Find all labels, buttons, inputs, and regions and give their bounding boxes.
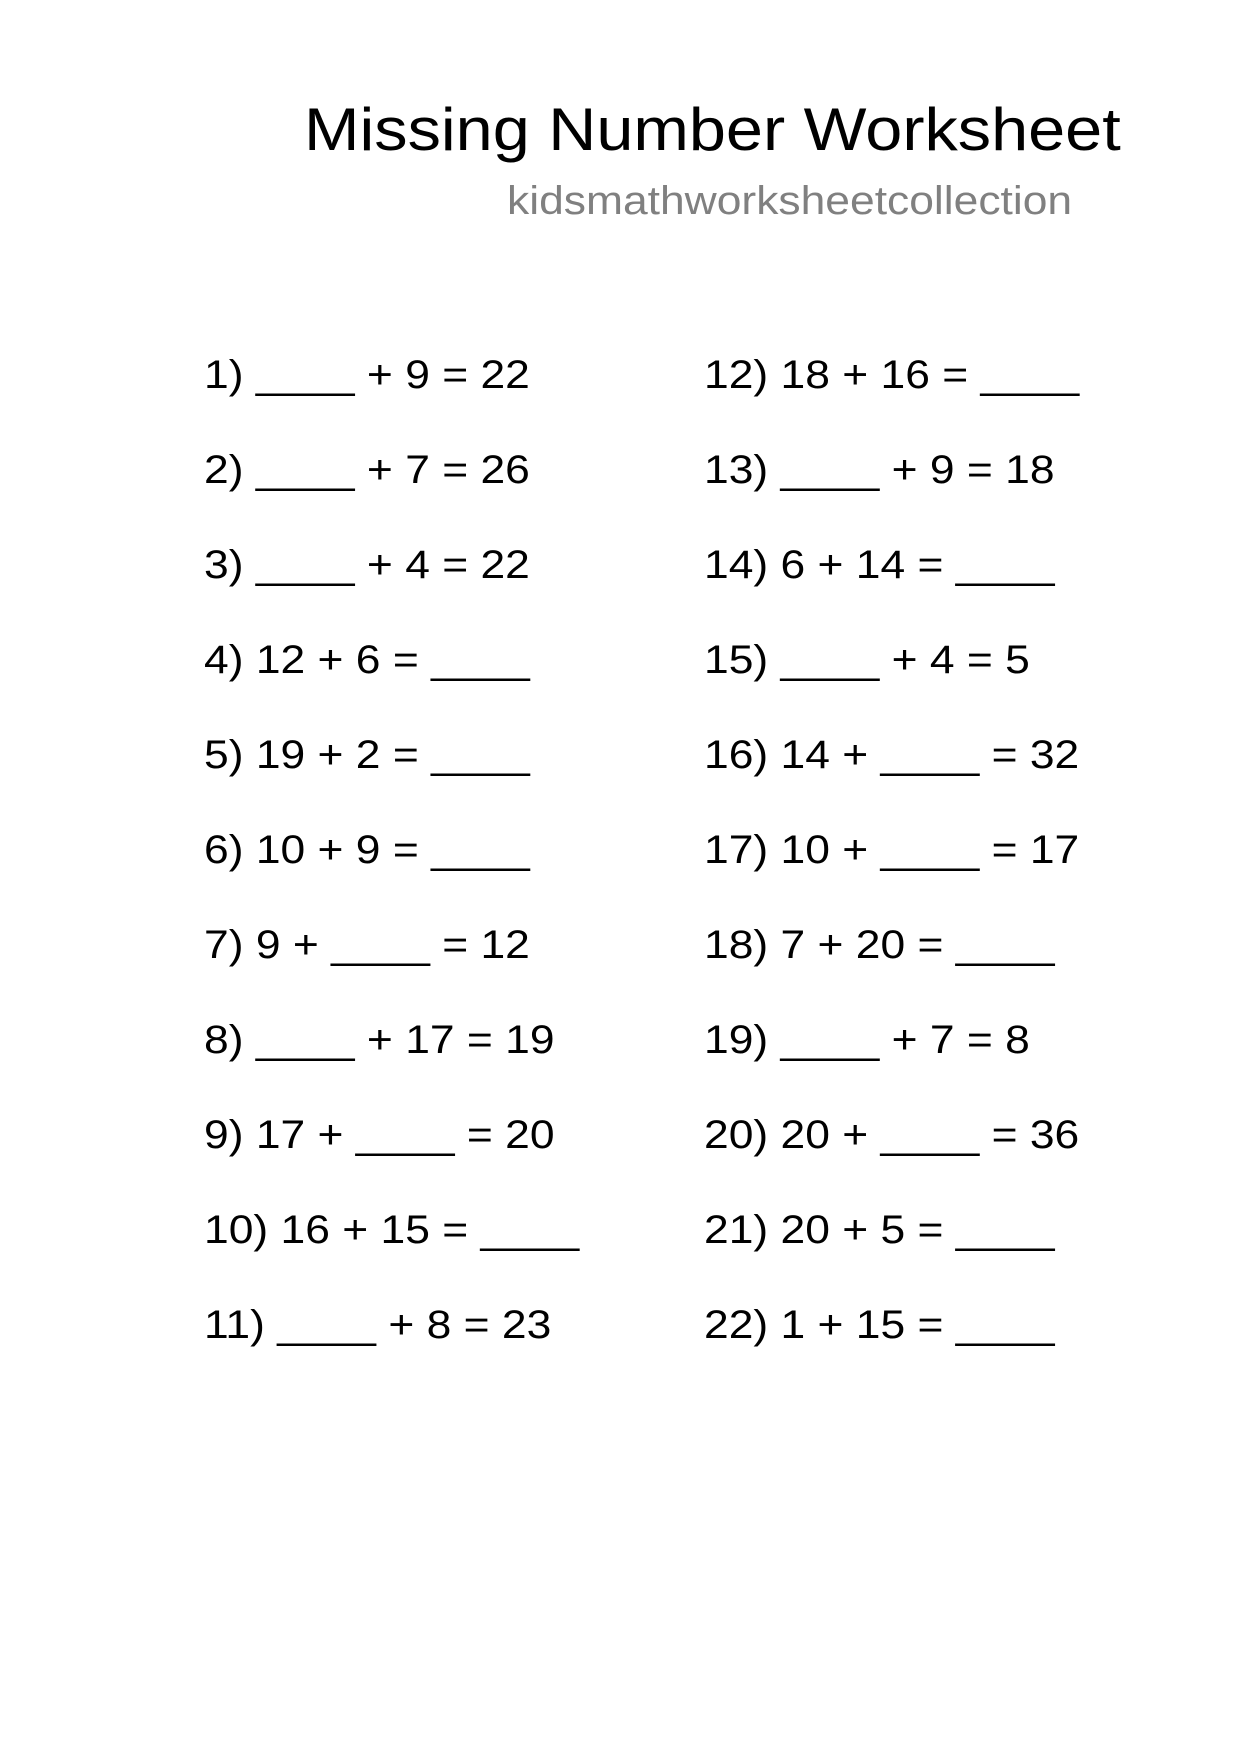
problem-1: 1) ____ + 9 = 22: [204, 353, 530, 397]
problem-16: 16) 14 + ____ = 32: [704, 733, 1080, 777]
problem-13: 13) ____ + 9 = 18: [704, 448, 1055, 492]
problem-6: 6) 10 + 9 = ____: [204, 828, 530, 872]
page-title: Missing Number Worksheet: [304, 96, 1121, 163]
problem-2: 2) ____ + 7 = 26: [204, 448, 530, 492]
problem-3: 3) ____ + 4 = 22: [204, 543, 530, 587]
problem-4: 4) 12 + 6 = ____: [204, 638, 530, 682]
problem-21: 21) 20 + 5 = ____: [704, 1208, 1055, 1252]
problem-15: 15) ____ + 4 = 5: [704, 638, 1030, 682]
problem-8: 8) ____ + 17 = 19: [204, 1018, 555, 1062]
problem-19: 19) ____ + 7 = 8: [704, 1018, 1030, 1062]
problem-14: 14) 6 + 14 = ____: [704, 543, 1055, 587]
problem-7: 7) 9 + ____ = 12: [204, 923, 530, 967]
site-watermark: kidsmathworksheetcollection: [507, 179, 1073, 223]
problem-22: 22) 1 + 15 = ____: [704, 1303, 1055, 1347]
problem-20: 20) 20 + ____ = 36: [704, 1113, 1080, 1157]
problem-17: 17) 10 + ____ = 17: [704, 828, 1080, 872]
problem-12: 12) 18 + 16 = ____: [704, 353, 1080, 397]
problem-9: 9) 17 + ____ = 20: [204, 1113, 555, 1157]
problem-11: 11) ____ + 8 = 23: [204, 1303, 552, 1347]
problem-18: 18) 7 + 20 = ____: [704, 923, 1055, 967]
problem-10: 10) 16 + 15 = ____: [204, 1208, 580, 1252]
problem-5: 5) 19 + 2 = ____: [204, 733, 530, 777]
